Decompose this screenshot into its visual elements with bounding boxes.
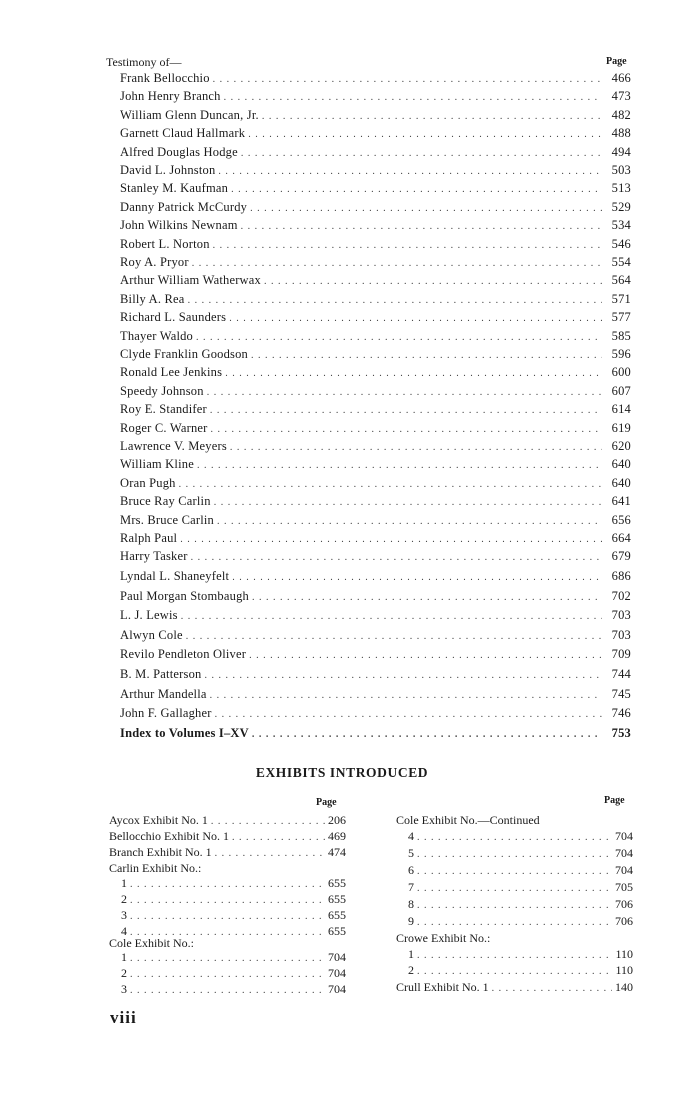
leader-dots bbox=[130, 953, 325, 964]
witness-name: Frank Bellocchio bbox=[120, 71, 210, 85]
testimony-entry bbox=[120, 145, 631, 160]
testimony-entry bbox=[120, 181, 631, 196]
witness-name: Arthur Mandella bbox=[120, 687, 207, 701]
testimony-page: 619 bbox=[611, 421, 631, 435]
leader-dots bbox=[130, 879, 325, 890]
crowe-exhibit-entry bbox=[396, 947, 633, 962]
witness-name: Roger C. Warner bbox=[120, 421, 208, 435]
exhibit-page: 704 bbox=[328, 982, 346, 996]
testimony-entry bbox=[120, 126, 631, 141]
exhibit-entry-crull bbox=[396, 980, 633, 995]
exhibit-number: 7 bbox=[408, 880, 414, 894]
carlin-exhibit-heading: Carlin Exhibit No.: bbox=[109, 861, 202, 875]
testimony-page: 577 bbox=[611, 310, 631, 324]
testimony-entry bbox=[120, 589, 631, 604]
exhibit-number: 2 bbox=[408, 963, 414, 977]
witness-name: Garnett Claud Hallmark bbox=[120, 126, 246, 140]
testimony-entry bbox=[120, 402, 631, 417]
leader-dots bbox=[224, 92, 602, 103]
leader-dots bbox=[232, 572, 602, 583]
witness-name: John Henry Branch bbox=[120, 89, 221, 103]
exhibit-number: 4 bbox=[408, 829, 414, 843]
leader-dots bbox=[251, 350, 602, 361]
leader-dots bbox=[232, 832, 325, 843]
testimony-entry bbox=[120, 163, 631, 178]
witness-name: John Wilkins Newnam bbox=[120, 218, 238, 232]
exhibit-page: 140 bbox=[615, 980, 633, 994]
exhibit-number: 3 bbox=[121, 982, 127, 996]
witness-name: Alwyn Cole bbox=[120, 628, 183, 642]
exhibit-page: 655 bbox=[328, 924, 346, 938]
witness-name: L. J. Lewis bbox=[120, 608, 178, 622]
leader-dots bbox=[252, 592, 602, 603]
testimony-entry bbox=[120, 549, 631, 564]
testimony-page: 473 bbox=[611, 89, 631, 103]
testimony-page: 585 bbox=[611, 329, 631, 343]
leader-dots bbox=[215, 848, 325, 859]
testimony-entry bbox=[120, 89, 631, 104]
testimony-page: 513 bbox=[611, 181, 631, 195]
testimony-page-label: Page bbox=[606, 56, 627, 67]
witness-name: Speedy Johnson bbox=[120, 384, 204, 398]
leader-dots bbox=[492, 983, 612, 994]
leader-dots bbox=[130, 911, 325, 922]
witness-name: Lyndal L. Shaneyfelt bbox=[120, 569, 230, 583]
exhibits-left-page-label: Page bbox=[316, 797, 337, 808]
leader-dots bbox=[181, 611, 602, 622]
witness-name: Mrs. Bruce Carlin bbox=[120, 513, 215, 527]
exhibit-page: 704 bbox=[615, 846, 633, 860]
testimony-page: 640 bbox=[611, 457, 631, 471]
leader-dots bbox=[231, 184, 602, 195]
testimony-page: 641 bbox=[611, 494, 631, 508]
exhibit-page: 704 bbox=[328, 950, 346, 964]
cole-continued-entry bbox=[396, 897, 633, 912]
leader-dots bbox=[215, 709, 602, 720]
exhibit-number: 9 bbox=[408, 914, 414, 928]
testimony-page: 614 bbox=[611, 402, 631, 416]
leader-dots bbox=[186, 631, 602, 642]
leader-dots bbox=[248, 129, 602, 140]
leader-dots bbox=[264, 276, 602, 287]
testimony-page: 703 bbox=[611, 628, 631, 642]
exhibit-page: 655 bbox=[328, 876, 346, 890]
testimony-page: 686 bbox=[611, 569, 631, 583]
testimony-entry bbox=[120, 347, 631, 362]
witness-name: Index to Volumes I–XV bbox=[120, 726, 249, 740]
leader-dots bbox=[229, 313, 602, 324]
testimony-entry bbox=[120, 667, 631, 682]
exhibit-page: 206 bbox=[328, 813, 346, 827]
cole-continued-entry bbox=[396, 846, 633, 861]
testimony-entry bbox=[120, 531, 631, 546]
leader-dots bbox=[241, 221, 602, 232]
leader-dots bbox=[213, 240, 602, 251]
exhibit-page: 706 bbox=[615, 897, 633, 911]
leader-dots bbox=[180, 534, 602, 545]
leader-dots bbox=[188, 295, 602, 306]
exhibit-label: Aycox Exhibit No. 1 bbox=[109, 813, 208, 827]
witness-name: Arthur William Watherwax bbox=[120, 273, 261, 287]
exhibit-page: 474 bbox=[328, 845, 346, 859]
cole-continued-heading: Cole Exhibit No.—Continued bbox=[396, 813, 540, 827]
testimony-entry bbox=[120, 628, 631, 643]
testimony-entry bbox=[120, 218, 631, 233]
exhibits-right-page-label: Page bbox=[604, 795, 625, 806]
exhibit-number: 2 bbox=[121, 966, 127, 980]
leader-dots bbox=[262, 111, 602, 122]
leader-dots bbox=[249, 650, 602, 661]
witness-name: Richard L. Saunders bbox=[120, 310, 227, 324]
testimony-entry bbox=[120, 513, 631, 528]
testimony-page: 746 bbox=[611, 706, 631, 720]
leader-dots bbox=[241, 148, 602, 159]
exhibit-entry-branch bbox=[109, 845, 346, 860]
testimony-page: 564 bbox=[611, 273, 631, 287]
exhibit-page: 469 bbox=[328, 829, 346, 843]
leader-dots bbox=[192, 258, 602, 269]
witness-name: Stanley M. Kaufman bbox=[120, 181, 229, 195]
exhibit-number: 5 bbox=[408, 846, 414, 860]
exhibit-label: Bellocchio Exhibit No. 1 bbox=[109, 829, 229, 843]
testimony-page: 745 bbox=[611, 687, 631, 701]
witness-name: Robert L. Norton bbox=[120, 237, 210, 251]
cole-continued-entry bbox=[396, 880, 633, 895]
testimony-page: 709 bbox=[611, 647, 631, 661]
leader-dots bbox=[211, 424, 602, 435]
witness-name: William Kline bbox=[120, 457, 194, 471]
exhibit-label: Branch Exhibit No. 1 bbox=[109, 845, 212, 859]
leader-dots bbox=[179, 479, 602, 490]
testimony-entry bbox=[120, 608, 631, 623]
exhibit-page: 704 bbox=[328, 966, 346, 980]
exhibit-page: 706 bbox=[615, 914, 633, 928]
leader-dots bbox=[252, 729, 602, 740]
testimony-entry bbox=[120, 421, 631, 436]
testimony-entry bbox=[120, 329, 631, 344]
witness-name: Ralph Paul bbox=[120, 531, 178, 545]
witness-name: Bruce Ray Carlin bbox=[120, 494, 211, 508]
leader-dots bbox=[210, 405, 602, 416]
exhibit-number: 6 bbox=[408, 863, 414, 877]
leader-dots bbox=[417, 900, 612, 911]
cole-continued-entry bbox=[396, 829, 633, 844]
witness-name: Clyde Franklin Goodson bbox=[120, 347, 249, 361]
testimony-entry bbox=[120, 237, 631, 252]
testimony-entry bbox=[120, 457, 631, 472]
witness-name: Roy A. Pryor bbox=[120, 255, 189, 269]
testimony-entry bbox=[120, 71, 631, 86]
leader-dots bbox=[417, 866, 612, 877]
testimony-page: 596 bbox=[611, 347, 631, 361]
exhibits-title: EXHIBITS INTRODUCED bbox=[255, 765, 429, 780]
exhibit-number: 3 bbox=[121, 908, 127, 922]
carlin-exhibit-entry bbox=[109, 908, 346, 923]
exhibit-number: 1 bbox=[408, 947, 414, 961]
cole-exhibit-entry bbox=[109, 982, 346, 997]
witness-name: Thayer Waldo bbox=[120, 329, 194, 343]
testimony-entry bbox=[120, 365, 631, 380]
testimony-page: 679 bbox=[611, 549, 631, 563]
page-folio: viii bbox=[110, 1008, 137, 1027]
witness-name: Danny Patrick McCurdy bbox=[120, 200, 248, 214]
leader-dots bbox=[211, 816, 325, 827]
testimony-page: 482 bbox=[611, 108, 631, 122]
testimony-page: 600 bbox=[611, 365, 631, 379]
testimony-page: 529 bbox=[611, 200, 631, 214]
exhibit-entry-bellocchio bbox=[109, 829, 346, 844]
leader-dots bbox=[214, 497, 602, 508]
leader-dots bbox=[130, 969, 325, 980]
leader-dots bbox=[225, 368, 602, 379]
testimony-entry bbox=[120, 687, 631, 702]
leader-dots bbox=[417, 849, 612, 860]
witness-name: Harry Tasker bbox=[120, 549, 188, 563]
testimony-page: 607 bbox=[611, 384, 631, 398]
leader-dots bbox=[218, 166, 602, 177]
testimony-entry bbox=[120, 384, 631, 399]
witness-name: Paul Morgan Stombaugh bbox=[120, 589, 249, 603]
leader-dots bbox=[191, 552, 602, 563]
exhibit-number: 4 bbox=[121, 924, 127, 938]
leader-dots bbox=[250, 203, 602, 214]
testimony-page: 554 bbox=[611, 255, 631, 269]
testimony-page: 656 bbox=[611, 513, 631, 527]
exhibit-page: 110 bbox=[615, 963, 633, 977]
testimony-page: 503 bbox=[611, 163, 631, 177]
leader-dots bbox=[217, 516, 602, 527]
leader-dots bbox=[417, 832, 612, 843]
witness-name: Revilo Pendleton Oliver bbox=[120, 647, 247, 661]
testimony-page: 546 bbox=[611, 237, 631, 251]
witness-name: David L. Johnston bbox=[120, 163, 216, 177]
testimony-page: 640 bbox=[611, 476, 631, 490]
testimony-entry bbox=[120, 569, 631, 584]
cole-continued-entry bbox=[396, 863, 633, 878]
leader-dots bbox=[204, 670, 602, 681]
witness-name: Billy A. Rea bbox=[120, 292, 185, 306]
leader-dots bbox=[130, 895, 325, 906]
testimony-entry bbox=[120, 647, 631, 662]
exhibit-entry-aycox bbox=[109, 813, 346, 828]
witness-name: Alfred Douglas Hodge bbox=[120, 145, 238, 159]
testimony-entry bbox=[120, 108, 631, 123]
witness-name: Lawrence V. Meyers bbox=[120, 439, 227, 453]
testimony-page: 664 bbox=[611, 531, 631, 545]
exhibit-number: 1 bbox=[121, 876, 127, 890]
testimony-page: 702 bbox=[611, 589, 631, 603]
crowe-exhibit-heading: Crowe Exhibit No.: bbox=[396, 931, 491, 945]
witness-name: B. M. Patterson bbox=[120, 667, 202, 681]
cole-exhibit-entry bbox=[109, 950, 346, 965]
testimony-entry bbox=[120, 273, 631, 288]
testimony-entry bbox=[120, 310, 631, 325]
leader-dots bbox=[196, 332, 602, 343]
testimony-page: 488 bbox=[611, 126, 631, 140]
witness-name: Roy E. Standifer bbox=[120, 402, 207, 416]
leader-dots bbox=[417, 883, 612, 894]
testimony-page: 466 bbox=[611, 71, 631, 85]
testimony-entry bbox=[120, 476, 631, 491]
leader-dots bbox=[210, 690, 602, 701]
leader-dots bbox=[207, 387, 602, 398]
testimony-entry bbox=[120, 439, 631, 454]
witness-name: Ronald Lee Jenkins bbox=[120, 365, 223, 379]
cole-exhibit-entry bbox=[109, 966, 346, 981]
leader-dots bbox=[197, 460, 602, 471]
testimony-entry bbox=[120, 200, 631, 215]
testimony-page: 534 bbox=[611, 218, 631, 232]
testimony-entry bbox=[120, 255, 631, 270]
leader-dots bbox=[417, 966, 612, 977]
testimony-page: 494 bbox=[611, 145, 631, 159]
testimony-entry bbox=[120, 706, 631, 721]
exhibit-page: 704 bbox=[615, 863, 633, 877]
exhibit-page: 655 bbox=[328, 892, 346, 906]
leader-dots bbox=[417, 950, 612, 961]
testimony-page: 753 bbox=[611, 726, 631, 740]
carlin-exhibit-entry bbox=[109, 892, 346, 907]
witness-name: Oran Pugh bbox=[120, 476, 176, 490]
leader-dots bbox=[130, 985, 325, 996]
exhibit-number: 1 bbox=[121, 950, 127, 964]
testimony-page: 703 bbox=[611, 608, 631, 622]
leader-dots bbox=[417, 917, 612, 928]
cole-continued-entry bbox=[396, 914, 633, 929]
crowe-exhibit-entry bbox=[396, 963, 633, 978]
testimony-page: 571 bbox=[611, 292, 631, 306]
exhibit-page: 110 bbox=[615, 947, 633, 961]
testimony-entry bbox=[120, 292, 631, 307]
exhibit-page: 704 bbox=[615, 829, 633, 843]
exhibit-page: 655 bbox=[328, 908, 346, 922]
exhibit-number: 2 bbox=[121, 892, 127, 906]
exhibit-number: 8 bbox=[408, 897, 414, 911]
carlin-exhibit-entry bbox=[109, 876, 346, 891]
testimony-heading: Testimony of— bbox=[106, 55, 182, 69]
exhibit-page: 705 bbox=[615, 880, 633, 894]
testimony-page: 744 bbox=[611, 667, 631, 681]
testimony-entry bbox=[120, 494, 631, 509]
exhibit-label: Crull Exhibit No. 1 bbox=[396, 980, 489, 994]
leader-dots bbox=[213, 74, 602, 85]
cole-exhibit-heading: Cole Exhibit No.: bbox=[109, 936, 194, 950]
leader-dots bbox=[230, 442, 602, 453]
witness-name: William Glenn Duncan, Jr. bbox=[120, 108, 259, 122]
testimony-entry bbox=[120, 726, 631, 741]
witness-name: John F. Gallagher bbox=[120, 706, 212, 720]
testimony-page: 620 bbox=[611, 439, 631, 453]
